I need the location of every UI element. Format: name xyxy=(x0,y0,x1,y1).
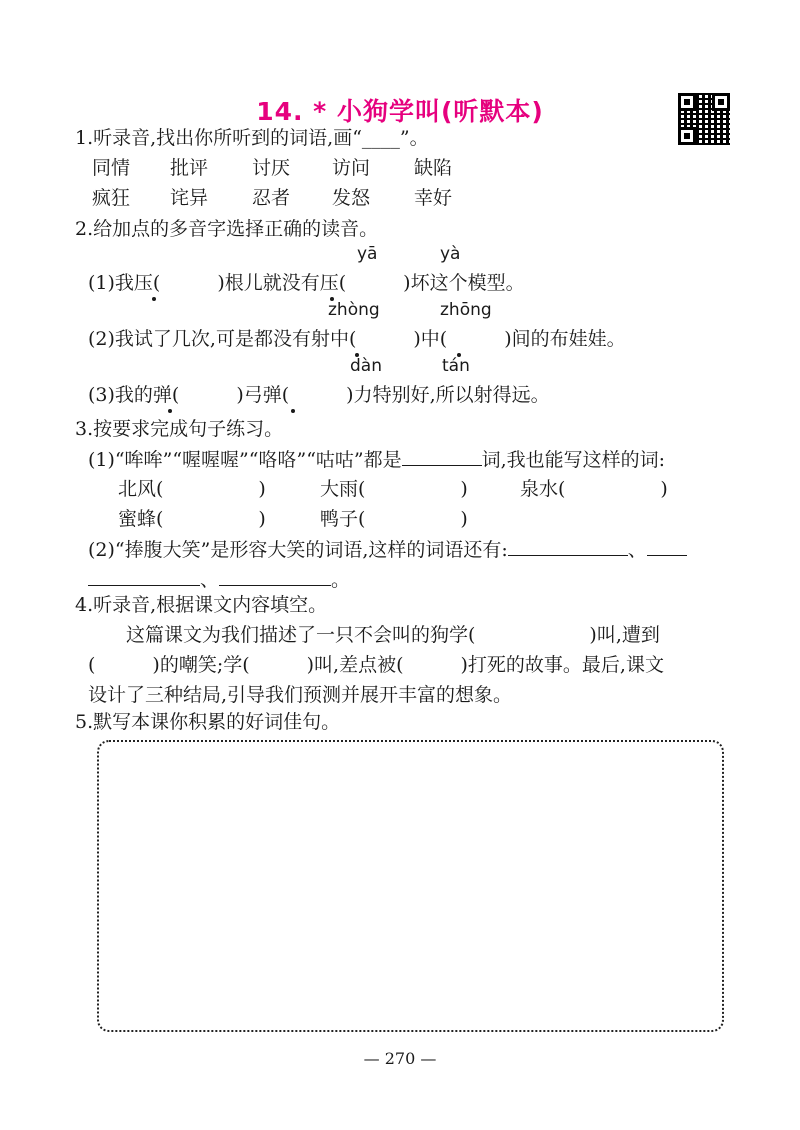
pinyin-option: zhōng xyxy=(440,300,492,320)
pinyin-option: yà xyxy=(440,244,461,264)
q3-s1-after: 词,我也能写这样的词: xyxy=(481,449,666,471)
emphasis-dot xyxy=(168,409,172,413)
page-title: 14. * 小狗学叫(听默本) xyxy=(256,97,544,126)
q1-word[interactable]: 讨厌 xyxy=(252,157,291,179)
q2-sentence-3: (3)我的弹( )弓弹( )力特别好,所以射得远。 xyxy=(88,384,550,406)
q1-word[interactable]: 疯狂 xyxy=(92,187,131,209)
q3-word-item[interactable]: 鸭子( ) xyxy=(320,508,468,530)
page-number: — 270 — xyxy=(363,1049,437,1068)
q5-instruction: 5.默写本课你积累的好词佳句。 xyxy=(75,711,341,733)
q1-word[interactable]: 诧异 xyxy=(170,187,209,209)
pinyin-option: yā xyxy=(357,244,378,264)
q3-word-item[interactable]: 泉水( ) xyxy=(520,478,668,500)
q3-s2-sep: 、 xyxy=(627,539,647,561)
qr-code-icon[interactable] xyxy=(678,93,730,145)
q3-sentence-2-cont xyxy=(88,567,350,592)
q2-sentence-1: (1)我压( )根儿就没有压( )坏这个模型。 xyxy=(88,272,525,294)
answer-blank[interactable] xyxy=(402,447,482,466)
q3-s1-before: (1)“哞哞”“喔喔喔”“咯咯”“咕咕”都是 xyxy=(88,449,402,471)
answer-blank[interactable] xyxy=(508,537,628,556)
pinyin-option: zhòng xyxy=(328,300,380,320)
q3-s2-text: (2)“捧腹大笑”是形容大笑的词语,这样的词语还有: xyxy=(88,539,508,561)
q3-word-item[interactable]: 北风( ) xyxy=(118,478,266,500)
emphasis-dot xyxy=(152,297,156,301)
pinyin-option: dàn xyxy=(350,356,382,376)
pinyin-option: tán xyxy=(442,356,470,376)
q1-word[interactable]: 发怒 xyxy=(332,187,371,209)
answer-blank[interactable] xyxy=(647,537,687,556)
q1-instruction: 1.听录音,找出你所听到的词语,画“____”。 xyxy=(75,127,429,149)
q3-s2-end: 。 xyxy=(331,569,351,591)
q1-word[interactable]: 缺陷 xyxy=(414,157,453,179)
q1-word[interactable]: 幸好 xyxy=(414,187,453,209)
emphasis-dot xyxy=(291,409,295,413)
q2-instruction: 2.给加点的多音字选择正确的读音。 xyxy=(75,218,379,240)
q4-line-3: 设计了三种结局,引导我们预测并展开丰富的想象。 xyxy=(88,684,513,706)
q3-word-item[interactable]: 蜜蜂( ) xyxy=(118,508,266,530)
q3-word-item[interactable]: 大雨( ) xyxy=(320,478,468,500)
q1-word[interactable]: 同情 xyxy=(92,157,131,179)
answer-blank[interactable] xyxy=(219,567,331,586)
q3-sentence-1 xyxy=(88,447,665,472)
q1-word[interactable]: 批评 xyxy=(170,157,209,179)
q3-s2-sep: 、 xyxy=(200,569,220,591)
q1-word[interactable]: 访问 xyxy=(332,157,371,179)
writing-area[interactable] xyxy=(97,740,724,1032)
q1-word[interactable]: 忍者 xyxy=(252,187,291,209)
q3-instruction: 3.按要求完成句子练习。 xyxy=(75,418,284,440)
q2-sentence-2: (2)我试了几次,可是都没有射中( )中( )间的布娃娃。 xyxy=(88,328,626,350)
q4-line-2: ( )的嘲笑;学( )叫,差点被( )打死的故事。最后,课文 xyxy=(88,654,664,676)
answer-blank[interactable] xyxy=(88,567,200,586)
q4-instruction: 4.听录音,根据课文内容填空。 xyxy=(75,594,328,616)
q3-sentence-2 xyxy=(88,537,687,562)
q4-line-1: 这篇课文为我们描述了一只不会叫的狗学( )叫,遭到 xyxy=(126,624,660,646)
